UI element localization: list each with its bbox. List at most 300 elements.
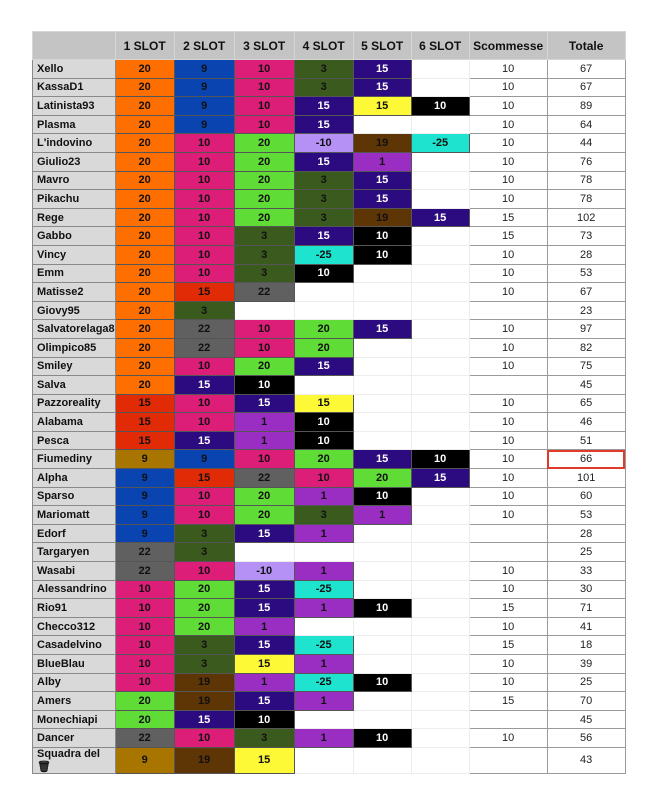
slot-4-cell[interactable]: 15 [294, 227, 353, 246]
slot-3-cell[interactable]: 3 [234, 264, 294, 283]
slot-6-cell[interactable] [411, 543, 469, 562]
player-name-cell[interactable]: Latinista93 [33, 97, 116, 116]
totale-cell[interactable]: 65 [547, 394, 625, 413]
slot-6-cell[interactable] [411, 524, 469, 543]
player-name-cell[interactable]: KassaD1 [33, 78, 116, 97]
slot-1-cell[interactable]: 10 [115, 580, 174, 599]
slot-3-cell[interactable]: 1 [234, 673, 294, 692]
player-name-cell[interactable]: Amers [33, 692, 116, 711]
totale-cell[interactable]: 101 [547, 469, 625, 488]
slot-3-cell[interactable]: 15 [234, 655, 294, 674]
slot-6-cell[interactable] [411, 617, 469, 636]
slot-2-cell[interactable]: 22 [174, 338, 234, 357]
slot-1-cell[interactable]: 20 [115, 78, 174, 97]
slot-6-cell[interactable] [411, 264, 469, 283]
slot-5-cell[interactable] [353, 562, 411, 581]
scommesse-cell[interactable]: 15 [469, 208, 547, 227]
slot-5-cell[interactable] [353, 431, 411, 450]
slot-3-cell[interactable]: 20 [234, 152, 294, 171]
slot-4-cell[interactable]: 10 [294, 413, 353, 432]
slot-4-cell[interactable]: 20 [294, 320, 353, 339]
slot-6-cell[interactable] [411, 729, 469, 748]
slot-5-cell[interactable] [353, 710, 411, 729]
totale-cell[interactable]: 78 [547, 171, 625, 190]
scommesse-cell[interactable]: 15 [469, 692, 547, 711]
slot-4-cell[interactable]: 1 [294, 524, 353, 543]
slot-5-cell[interactable]: 19 [353, 134, 411, 153]
header-corner[interactable] [33, 32, 116, 60]
totale-cell[interactable]: 102 [547, 208, 625, 227]
player-name-cell[interactable]: Edorf [33, 524, 116, 543]
slot-5-cell[interactable]: 10 [353, 599, 411, 618]
slot-3-cell[interactable]: 10 [234, 450, 294, 469]
slot-6-cell[interactable] [411, 487, 469, 506]
totale-cell[interactable]: 30 [547, 580, 625, 599]
player-name-cell[interactable]: Matisse2 [33, 283, 116, 302]
slot-3-cell[interactable]: 10 [234, 338, 294, 357]
totale-cell-selected[interactable]: 66 [547, 450, 625, 469]
totale-cell[interactable]: 64 [547, 115, 625, 134]
totale-cell[interactable]: 82 [547, 338, 625, 357]
slot-6-cell[interactable] [411, 413, 469, 432]
slot-5-cell[interactable]: 20 [353, 469, 411, 488]
slot-2-cell[interactable]: 9 [174, 78, 234, 97]
slot-6-cell[interactable] [411, 357, 469, 376]
slot-5-cell[interactable] [353, 115, 411, 134]
slot-3-cell[interactable] [234, 543, 294, 562]
slot-4-cell[interactable]: 15 [294, 97, 353, 116]
totale-cell[interactable]: 73 [547, 227, 625, 246]
totale-cell[interactable]: 75 [547, 357, 625, 376]
slot-6-cell[interactable] [411, 60, 469, 79]
scommesse-cell[interactable]: 10 [469, 394, 547, 413]
slot-2-cell[interactable]: 10 [174, 227, 234, 246]
slot-2-cell[interactable]: 10 [174, 190, 234, 209]
slot-1-cell[interactable]: 22 [115, 729, 174, 748]
slot-1-cell[interactable]: 20 [115, 208, 174, 227]
slot-2-cell[interactable]: 3 [174, 636, 234, 655]
scommesse-cell[interactable]: 15 [469, 227, 547, 246]
slot-3-cell[interactable]: 15 [234, 747, 294, 773]
slot-3-cell[interactable]: 10 [234, 115, 294, 134]
slot-4-cell[interactable]: 15 [294, 115, 353, 134]
slot-4-cell[interactable]: -25 [294, 580, 353, 599]
slot-2-cell[interactable]: 19 [174, 692, 234, 711]
slot-4-cell[interactable]: 3 [294, 190, 353, 209]
slot-3-cell[interactable]: 22 [234, 283, 294, 302]
slot-6-cell[interactable]: 10 [411, 450, 469, 469]
slot-2-cell[interactable]: 3 [174, 524, 234, 543]
slot-2-cell[interactable]: 9 [174, 97, 234, 116]
player-name-cell[interactable]: Xello [33, 60, 116, 79]
totale-cell[interactable]: 76 [547, 152, 625, 171]
player-name-cell[interactable]: Plasma [33, 115, 116, 134]
slot-4-cell[interactable] [294, 301, 353, 320]
player-name-cell[interactable]: Salva [33, 376, 116, 395]
slot-6-cell[interactable] [411, 301, 469, 320]
slot-2-cell[interactable]: 10 [174, 208, 234, 227]
slot-2-cell[interactable]: 10 [174, 413, 234, 432]
slot-1-cell[interactable]: 10 [115, 617, 174, 636]
totale-cell[interactable]: 25 [547, 543, 625, 562]
slot-1-cell[interactable]: 22 [115, 562, 174, 581]
totale-cell[interactable]: 67 [547, 283, 625, 302]
player-name-cell[interactable]: Fiumediny [33, 450, 116, 469]
slot-2-cell[interactable]: 10 [174, 152, 234, 171]
slot-6-cell[interactable]: -25 [411, 134, 469, 153]
slot-5-cell[interactable]: 10 [353, 245, 411, 264]
header-slot-1[interactable]: 1 SLOT [115, 32, 174, 60]
slot-3-cell[interactable]: 10 [234, 78, 294, 97]
scommesse-cell[interactable] [469, 747, 547, 773]
slot-2-cell[interactable]: 20 [174, 580, 234, 599]
slot-5-cell[interactable]: 1 [353, 152, 411, 171]
slot-6-cell[interactable] [411, 655, 469, 674]
slot-4-cell[interactable]: 15 [294, 394, 353, 413]
slot-1-cell[interactable]: 20 [115, 710, 174, 729]
slot-1-cell[interactable]: 20 [115, 190, 174, 209]
slot-6-cell[interactable] [411, 636, 469, 655]
slot-1-cell[interactable]: 20 [115, 283, 174, 302]
scommesse-cell[interactable]: 10 [469, 115, 547, 134]
slot-3-cell[interactable]: 15 [234, 599, 294, 618]
scommesse-cell[interactable]: 10 [469, 190, 547, 209]
slot-1-cell[interactable]: 20 [115, 115, 174, 134]
slot-6-cell[interactable] [411, 320, 469, 339]
totale-cell[interactable]: 78 [547, 190, 625, 209]
slot-5-cell[interactable] [353, 413, 411, 432]
slot-3-cell[interactable]: 1 [234, 431, 294, 450]
slot-3-cell[interactable]: 15 [234, 394, 294, 413]
slot-2-cell[interactable]: 9 [174, 115, 234, 134]
slot-5-cell[interactable]: 10 [353, 227, 411, 246]
scommesse-cell[interactable] [469, 301, 547, 320]
slot-4-cell[interactable]: -25 [294, 673, 353, 692]
slot-6-cell[interactable] [411, 190, 469, 209]
slot-2-cell[interactable]: 9 [174, 60, 234, 79]
scommesse-cell[interactable]: 15 [469, 599, 547, 618]
header-slot-3[interactable]: 3 SLOT [234, 32, 294, 60]
totale-cell[interactable]: 51 [547, 431, 625, 450]
slot-1-cell[interactable]: 10 [115, 599, 174, 618]
player-name-cell[interactable]: Emm [33, 264, 116, 283]
slot-4-cell[interactable]: 1 [294, 487, 353, 506]
scommesse-cell[interactable]: 10 [469, 60, 547, 79]
slot-6-cell[interactable] [411, 692, 469, 711]
player-name-cell[interactable]: BlueBlau [33, 655, 116, 674]
scommesse-cell[interactable]: 10 [469, 413, 547, 432]
totale-cell[interactable]: 45 [547, 710, 625, 729]
slot-5-cell[interactable] [353, 692, 411, 711]
slot-3-cell[interactable]: 10 [234, 320, 294, 339]
totale-cell[interactable]: 44 [547, 134, 625, 153]
totale-cell[interactable]: 89 [547, 97, 625, 116]
slot-6-cell[interactable] [411, 152, 469, 171]
totale-cell[interactable]: 97 [547, 320, 625, 339]
scommesse-cell[interactable]: 10 [469, 450, 547, 469]
slot-4-cell[interactable]: 10 [294, 431, 353, 450]
slot-6-cell[interactable]: 10 [411, 97, 469, 116]
slot-6-cell[interactable] [411, 338, 469, 357]
player-name-cell[interactable]: Gabbo [33, 227, 116, 246]
slot-3-cell[interactable]: 10 [234, 376, 294, 395]
scommesse-cell[interactable] [469, 376, 547, 395]
slot-1-cell[interactable]: 9 [115, 450, 174, 469]
player-name-cell[interactable]: Monechiapi [33, 710, 116, 729]
slot-1-cell[interactable]: 20 [115, 60, 174, 79]
scommesse-cell[interactable]: 10 [469, 617, 547, 636]
slot-5-cell[interactable]: 10 [353, 487, 411, 506]
scommesse-cell[interactable]: 10 [469, 97, 547, 116]
slot-5-cell[interactable]: 15 [353, 60, 411, 79]
scommesse-cell[interactable]: 10 [469, 338, 547, 357]
slot-6-cell[interactable]: 15 [411, 469, 469, 488]
totale-cell[interactable]: 53 [547, 264, 625, 283]
slot-2-cell[interactable]: 10 [174, 506, 234, 525]
slot-4-cell[interactable]: 1 [294, 562, 353, 581]
player-name-cell[interactable]: Mavro [33, 171, 116, 190]
slot-6-cell[interactable] [411, 710, 469, 729]
slot-4-cell[interactable]: 1 [294, 729, 353, 748]
slot-1-cell[interactable]: 20 [115, 134, 174, 153]
slot-2-cell[interactable]: 9 [174, 450, 234, 469]
slot-4-cell[interactable]: 3 [294, 208, 353, 227]
player-name-cell[interactable]: Checco312 [33, 617, 116, 636]
slot-3-cell[interactable]: 1 [234, 413, 294, 432]
slot-3-cell[interactable]: 15 [234, 636, 294, 655]
scommesse-cell[interactable]: 10 [469, 469, 547, 488]
slot-5-cell[interactable] [353, 543, 411, 562]
scommesse-cell[interactable]: 10 [469, 134, 547, 153]
slot-4-cell[interactable]: 10 [294, 264, 353, 283]
slot-5-cell[interactable]: 15 [353, 78, 411, 97]
totale-cell[interactable]: 53 [547, 506, 625, 525]
slot-1-cell[interactable]: 9 [115, 487, 174, 506]
slot-3-cell[interactable] [234, 301, 294, 320]
player-name-cell[interactable]: Pikachu [33, 190, 116, 209]
slot-1-cell[interactable]: 20 [115, 97, 174, 116]
totale-cell[interactable]: 18 [547, 636, 625, 655]
slot-1-cell[interactable]: 15 [115, 431, 174, 450]
header-scommesse[interactable]: Scommesse [469, 32, 547, 60]
scommesse-cell[interactable]: 10 [469, 729, 547, 748]
slot-2-cell[interactable]: 19 [174, 747, 234, 773]
slot-3-cell[interactable]: 10 [234, 97, 294, 116]
slot-3-cell[interactable]: 20 [234, 190, 294, 209]
scommesse-cell[interactable]: 10 [469, 152, 547, 171]
scommesse-cell[interactable]: 10 [469, 673, 547, 692]
scommesse-cell[interactable]: 10 [469, 245, 547, 264]
slot-4-cell[interactable]: 3 [294, 78, 353, 97]
slot-5-cell[interactable] [353, 524, 411, 543]
player-name-cell[interactable]: Salvatorelaga8 [33, 320, 116, 339]
totale-cell[interactable]: 28 [547, 524, 625, 543]
slot-4-cell[interactable]: 3 [294, 506, 353, 525]
slot-3-cell[interactable]: 22 [234, 469, 294, 488]
slot-1-cell[interactable]: 20 [115, 227, 174, 246]
slot-5-cell[interactable]: 15 [353, 190, 411, 209]
slot-2-cell[interactable]: 10 [174, 562, 234, 581]
slot-3-cell[interactable]: 3 [234, 245, 294, 264]
player-name-cell[interactable]: Alby [33, 673, 116, 692]
slot-1-cell[interactable]: 10 [115, 636, 174, 655]
slot-1-cell[interactable]: 20 [115, 338, 174, 357]
slot-6-cell[interactable] [411, 580, 469, 599]
slot-1-cell[interactable]: 22 [115, 543, 174, 562]
slot-4-cell[interactable]: -25 [294, 245, 353, 264]
scommesse-cell[interactable]: 10 [469, 580, 547, 599]
slot-4-cell[interactable]: 1 [294, 692, 353, 711]
slot-1-cell[interactable]: 9 [115, 524, 174, 543]
slot-3-cell[interactable]: -10 [234, 562, 294, 581]
slot-5-cell[interactable] [353, 580, 411, 599]
slot-1-cell[interactable]: 20 [115, 376, 174, 395]
slot-3-cell[interactable]: 10 [234, 60, 294, 79]
player-name-cell[interactable]: Alpha [33, 469, 116, 488]
slot-6-cell[interactable] [411, 283, 469, 302]
slot-1-cell[interactable]: 20 [115, 692, 174, 711]
slot-4-cell[interactable]: 20 [294, 338, 353, 357]
slot-4-cell[interactable]: 3 [294, 171, 353, 190]
slot-2-cell[interactable]: 22 [174, 320, 234, 339]
slot-5-cell[interactable] [353, 338, 411, 357]
slot-4-cell[interactable]: 15 [294, 152, 353, 171]
player-name-cell[interactable]: Alabama [33, 413, 116, 432]
slot-2-cell[interactable]: 20 [174, 599, 234, 618]
player-name-cell[interactable]: Mariomatt [33, 506, 116, 525]
slot-2-cell[interactable]: 10 [174, 357, 234, 376]
slot-2-cell[interactable]: 10 [174, 134, 234, 153]
slot-4-cell[interactable] [294, 710, 353, 729]
slot-6-cell[interactable] [411, 599, 469, 618]
slot-3-cell[interactable]: 20 [234, 171, 294, 190]
slot-6-cell[interactable] [411, 171, 469, 190]
slot-2-cell[interactable]: 10 [174, 264, 234, 283]
slot-6-cell[interactable] [411, 394, 469, 413]
totale-cell[interactable]: 41 [547, 617, 625, 636]
slot-6-cell[interactable] [411, 245, 469, 264]
slot-2-cell[interactable]: 3 [174, 655, 234, 674]
scommesse-cell[interactable]: 10 [469, 562, 547, 581]
header-slot-6[interactable]: 6 SLOT [411, 32, 469, 60]
slot-5-cell[interactable]: 15 [353, 171, 411, 190]
slot-2-cell[interactable]: 3 [174, 301, 234, 320]
player-name-cell[interactable]: Alessandrino [33, 580, 116, 599]
slot-2-cell[interactable]: 20 [174, 617, 234, 636]
slot-2-cell[interactable]: 15 [174, 376, 234, 395]
slot-6-cell[interactable] [411, 562, 469, 581]
slot-5-cell[interactable] [353, 655, 411, 674]
totale-cell[interactable]: 60 [547, 487, 625, 506]
scommesse-cell[interactable]: 10 [469, 431, 547, 450]
slot-4-cell[interactable]: 3 [294, 60, 353, 79]
slot-4-cell[interactable] [294, 376, 353, 395]
slot-2-cell[interactable]: 15 [174, 283, 234, 302]
slot-6-cell[interactable] [411, 506, 469, 525]
slot-3-cell[interactable]: 20 [234, 487, 294, 506]
player-name-cell[interactable]: Smiley [33, 357, 116, 376]
slot-3-cell[interactable]: 15 [234, 524, 294, 543]
player-name-cell[interactable]: Pesca [33, 431, 116, 450]
slot-5-cell[interactable] [353, 283, 411, 302]
totale-cell[interactable]: 70 [547, 692, 625, 711]
slot-3-cell[interactable]: 3 [234, 729, 294, 748]
totale-cell[interactable]: 23 [547, 301, 625, 320]
totale-cell[interactable]: 71 [547, 599, 625, 618]
slot-1-cell[interactable]: 20 [115, 171, 174, 190]
slot-6-cell[interactable] [411, 78, 469, 97]
slot-1-cell[interactable]: 20 [115, 264, 174, 283]
slot-1-cell[interactable]: 9 [115, 747, 174, 773]
slot-4-cell[interactable] [294, 617, 353, 636]
slot-1-cell[interactable]: 20 [115, 357, 174, 376]
scommesse-cell[interactable]: 10 [469, 357, 547, 376]
slot-1-cell[interactable]: 20 [115, 301, 174, 320]
slot-4-cell[interactable] [294, 543, 353, 562]
slot-6-cell[interactable] [411, 227, 469, 246]
scommesse-cell[interactable] [469, 524, 547, 543]
slot-3-cell[interactable]: 20 [234, 208, 294, 227]
slot-4-cell[interactable]: 1 [294, 655, 353, 674]
scommesse-cell[interactable]: 10 [469, 487, 547, 506]
player-name-cell[interactable]: Pazzoreality [33, 394, 116, 413]
slot-1-cell[interactable]: 20 [115, 245, 174, 264]
slot-2-cell[interactable]: 10 [174, 487, 234, 506]
slot-5-cell[interactable]: 1 [353, 506, 411, 525]
player-name-cell[interactable]: Casadelvino [33, 636, 116, 655]
slot-4-cell[interactable] [294, 283, 353, 302]
header-slot-2[interactable]: 2 SLOT [174, 32, 234, 60]
slot-4-cell[interactable]: 1 [294, 599, 353, 618]
slot-1-cell[interactable]: 15 [115, 413, 174, 432]
slot-1-cell[interactable]: 15 [115, 394, 174, 413]
player-name-cell[interactable]: Vincy [33, 245, 116, 264]
totale-cell[interactable]: 67 [547, 78, 625, 97]
player-name-cell[interactable]: Rio91 [33, 599, 116, 618]
slot-6-cell[interactable]: 15 [411, 208, 469, 227]
slot-6-cell[interactable] [411, 747, 469, 773]
slot-3-cell[interactable]: 20 [234, 506, 294, 525]
player-name-cell[interactable]: Giulio23 [33, 152, 116, 171]
totale-cell[interactable]: 28 [547, 245, 625, 264]
slot-2-cell[interactable]: 3 [174, 543, 234, 562]
slot-5-cell[interactable] [353, 617, 411, 636]
slot-3-cell[interactable]: 10 [234, 710, 294, 729]
slot-5-cell[interactable]: 15 [353, 450, 411, 469]
slot-3-cell[interactable]: 15 [234, 580, 294, 599]
player-name-cell[interactable]: Dancer [33, 729, 116, 748]
totale-cell[interactable]: 39 [547, 655, 625, 674]
slot-1-cell[interactable]: 20 [115, 152, 174, 171]
slot-4-cell[interactable]: -10 [294, 134, 353, 153]
slot-1-cell[interactable]: 10 [115, 655, 174, 674]
scommesse-cell[interactable]: 15 [469, 636, 547, 655]
scommesse-cell[interactable]: 10 [469, 171, 547, 190]
slot-2-cell[interactable]: 10 [174, 394, 234, 413]
scommesse-cell[interactable]: 10 [469, 283, 547, 302]
player-name-cell[interactable]: Targaryen [33, 543, 116, 562]
player-name-cell[interactable]: Wasabi [33, 562, 116, 581]
slot-6-cell[interactable] [411, 115, 469, 134]
slot-5-cell[interactable]: 19 [353, 208, 411, 227]
slot-1-cell[interactable]: 10 [115, 673, 174, 692]
totale-cell[interactable]: 43 [547, 747, 625, 773]
totale-cell[interactable]: 46 [547, 413, 625, 432]
player-name-cell[interactable]: Giovy95 [33, 301, 116, 320]
slot-2-cell[interactable]: 10 [174, 245, 234, 264]
player-name-cell[interactable]: Rege [33, 208, 116, 227]
scommesse-cell[interactable]: 10 [469, 78, 547, 97]
